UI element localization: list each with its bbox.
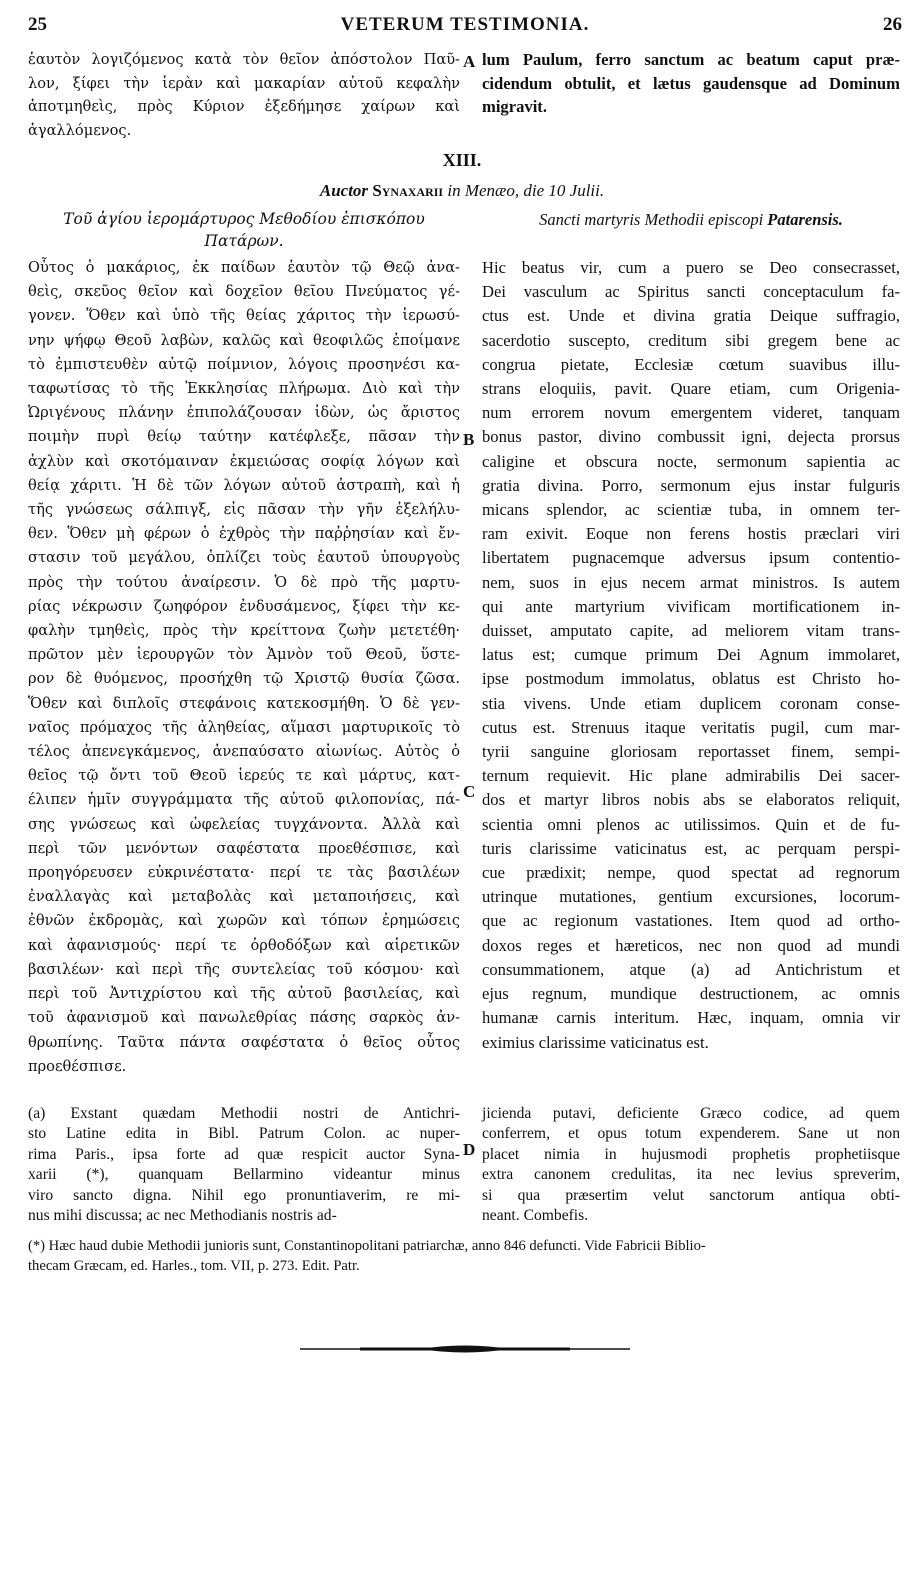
latin-body-line: strans eloquiis, pavit. Quare etiam, cum Origenia-	[482, 379, 900, 399]
greek-body-line: θεν. Ὅθεν μὴ φέρων ὁ ἐχθρὸς τὴν παῤῥησίαν καὶ ἔν-	[28, 525, 460, 543]
latin-heading-text: Sancti martyris Methodii episcopi	[539, 210, 768, 229]
latin-body-line: doxos reges et hæreticos, nec non quod ad mundi	[482, 935, 900, 955]
greek-body-line: θεῖος τῷ ὄντι τοῦ Θεοῦ ἱερεύς τε καὶ μάρτυς, κατ-	[28, 767, 460, 785]
greek-body-line: ταφωτίσας τὸ τῆς Ἐκκλησίας πλήρωμα. Διὸ καὶ τὴν	[28, 380, 460, 398]
latin-body-line: stia vivens. Unde etiam duplicem coronam conse-	[482, 693, 900, 713]
greek-body-line: τοῦ ἀφανισμοῦ καὶ πανωλεθρίας πάσης σαρκὸς ἀν-	[28, 1009, 460, 1027]
latin-body-line: Hic beatus vir, cum a puero se Deo consecrasset,	[482, 258, 900, 277]
greek-body-line: ρον δὲ θυόμενος, προσήχθη τῷ Χριστῷ θυσία ζῶσα.	[28, 670, 460, 688]
note-line: viro sancto digna. Nihil ego pronuntiaverim, re mi-	[28, 1186, 460, 1204]
greek-body-line: Ὠριγένους πλάνην ἐπιπολάζουσαν ἰδὼν, ὡς ἄριστος	[28, 404, 460, 422]
margin-letter-c: C	[463, 782, 476, 801]
latin-body-line: micans splendor, ac scientiæ tuba, in omnem ter-	[482, 500, 900, 520]
greek-body-line: νην ψήφῳ Θεοῦ λαβὼν, καλῶς καὶ θεοφιλῶς ἐποίμανε	[28, 331, 460, 349]
latin-body-line: Dei vasculum ac Spiritus sancti conceptaculum fa-	[482, 282, 900, 302]
margin-letter-b: B	[463, 430, 475, 449]
greek-body-line: ναῖος πρόμαχος τῆς ἀληθείας, αἵμασι μαρτυρικοῖς τὸ	[28, 718, 460, 736]
greek-body-line: βασιλέων· καὶ περὶ τῆς συντελείας τοῦ κόσμου· καὶ	[28, 960, 460, 978]
note-line: rima Paris., ipsa forte ad quæ respicit auctor Syna-	[28, 1145, 460, 1163]
greek-body-line: θρωπίνης. Ταῦτα πάντα σαφέστατα ὁ θεῖος οὗτος	[28, 1033, 460, 1051]
ornament-rule-icon	[300, 1343, 630, 1355]
latin-body-line: ejus regnum, mundique destructionem, ac omnis	[482, 984, 900, 1004]
notes-right	[482, 1104, 900, 1226]
latin-body-line: congrua pietate, Ecclesiæ cœtum suavibus illu-	[482, 354, 900, 374]
greek-top-continuation	[28, 48, 460, 142]
latin-body-line: nem, suos in ejus necem armat ministros. Is autem	[482, 572, 900, 592]
margin-letter-d: D	[463, 1140, 476, 1159]
greek-body-line: σης γνώσεως καὶ ὠφελείας τυγχάνοντα. Ἀλλὰ καὶ	[28, 815, 460, 833]
source-author: Auctor	[319, 181, 369, 200]
latin-top-line: cidendum obtulit, et lætus gaudensque ad Dominum	[482, 73, 900, 93]
latin-body-line: bonus pastor, divino combussit igni, dejecta prorsus	[482, 427, 900, 447]
greek-top-line: ἀποτμηθεὶς, πρὸς Κύριον ἐξεδήμησε χαίρων καὶ	[28, 98, 460, 116]
footnote-line: thecam Græcam, ed. Harles., tom. VII, p. 273. Edit. Patr.	[28, 1258, 360, 1274]
greek-body-line: περὶ τῶν μενόντων σαφέστατα προεθέσπισε, καὶ	[28, 839, 460, 857]
latin-body-line: turis clarissime vaticinatus est, ac perquam perspi-	[482, 838, 900, 858]
greek-body-line: Ὅθεν καὶ διπλοῖς στεφάνοις κατεκοσμήθη. Ὁ δὲ γεν-	[28, 694, 460, 712]
greek-body-line: καὶ ἀφανισμούς· περί τε ὀρθοδόξων καὶ αἱρετικῶν	[28, 936, 460, 954]
note-line: conferrem, et opus totum expenderem. Sane ut non	[482, 1125, 900, 1143]
latin-body-line: num errorem novum emergentem videret, tanquam	[482, 403, 900, 423]
latin-body-line: libertatem pugnacemque adversus ipsum contentio-	[482, 548, 900, 568]
page-number-left: 25	[28, 14, 47, 35]
notes-left	[28, 1104, 460, 1226]
note-line: (a) Exstant quædam Methodii nostri de Antichri-	[28, 1105, 460, 1122]
greek-body-line: ἐναλλαγὰς καὶ μεταβολὰς καὶ μεταποιήσεις, καὶ	[28, 888, 460, 906]
section-number: XIII.	[442, 150, 482, 170]
running-head	[28, 14, 902, 42]
greek-body-line: ἐθνῶν ἐκδρομὰς, καὶ χωρῶν καὶ τόπων ἐρημώσεις	[28, 912, 460, 930]
greek-body-line: περὶ τοῦ Ἀντιχρίστου καὶ τῆς αὐτοῦ βασιλείας, καὶ	[28, 985, 460, 1003]
greek-body-line: τέλος ἀπενεγκάμενος, ἀνεπαύσατο αἰωνίως. Αὐτὸς ὁ	[28, 743, 460, 761]
note-line: jicienda putavi, deficiente Græco codice, ad quem	[482, 1105, 900, 1122]
latin-body-line: que ac regionum vastationes. Item quod ad ortho-	[482, 911, 900, 931]
note-line: extra canonem credulitas, ita nec levius spreverim,	[482, 1166, 900, 1184]
greek-body-line: φαλὴν τμηθεὶς, πρὸς τὴν κρείττονα ζωὴν μετετέθη·	[28, 622, 460, 640]
latin-body	[482, 256, 900, 1055]
note-line: placet nimia in hujusmodi prophetis prophetiisque	[482, 1145, 900, 1163]
greek-body-line: στασιν τοῦ μεγάλου, ὁπλίζει τοὺς ἑαυτοῦ ὑπουργοὺς	[28, 549, 460, 567]
latin-body-line: dos et martyr libros nobis abs se elaboratos reliquit,	[482, 790, 900, 810]
greek-top-line: ἑαυτὸν λογιζόμενος κατὰ τὸν θεῖον ἀπόστολον Παῦ-	[28, 51, 460, 68]
greek-body-line: ποιμὴν πυρὶ θείῳ ταύτην κατέφλεξε, πᾶσαν τὴν	[28, 428, 460, 446]
footnote-line: (*) Hæc haud dubie Methodii junioris sunt, Constantinopolitani patriarchæ, anno 846 defuncti. Vide Fabricii Biblio-	[28, 1238, 706, 1254]
greek-body-line: θεὶς, σκεῦος θεῖον καὶ δοχεῖον θεῖου Πνεύματος γέ-	[28, 283, 460, 301]
greek-body-line: πρῶτον μὲν ἱερουργῶν τὸν Ἀμνὸν τοῦ Θεοῦ, ὕστε-	[28, 646, 460, 664]
latin-body-line: ipse postmodum immolatus, oblatus est Christo ho-	[482, 669, 900, 689]
note-line: xarii (*), quanquam Bellarmino videantur minus	[28, 1166, 460, 1184]
latin-body-line: tyrii sanguine gloriosam reportasset finem, sempi-	[482, 742, 900, 762]
latin-body-line: qui ante martyrium vivificam mortificationem in-	[482, 596, 900, 616]
greek-body-line: πρὸς τὴν τούτου ἀναίρεσιν. Ὁ δὲ πρὸ τῆς μαρτυ-	[28, 573, 460, 591]
note-line: neant. Combefis.	[482, 1207, 589, 1225]
latin-body-line: cutus est. Strenuus itaque veritatis pugil, cum mar-	[482, 717, 900, 737]
latin-body-line: ternum requievit. Hic plane admirabilis Dei sacer-	[482, 766, 900, 786]
greek-body-line: προεθέσπισε.	[28, 1057, 127, 1075]
source-work: Synaxarii	[372, 181, 444, 200]
greek-top-line: ἀγαλλόμενος.	[28, 121, 132, 139]
note-line: sto Latine edita in Bibl. Patrum Colon. ac nuper-	[28, 1125, 460, 1143]
greek-body-line: τὸ ἐμπιστευθὲν αὐτῷ ποίμνιον, λόγοις προσηνέσι κα-	[28, 355, 460, 373]
latin-body-line: consummationem, atque (a) ad Antichristum et	[482, 959, 900, 979]
greek-body-line: ρίας νέκρωσιν ζωηφόρον ἐνδυσάμενος, ξίφει τὴν κε-	[28, 597, 460, 615]
latin-body-line: eximius clarissime vaticinatus est.	[482, 1032, 709, 1052]
latin-body-line: utrinque mutationes, gentium excursiones, locorum-	[482, 887, 900, 907]
latin-body-line: ctus est. Unde et divina gratia Deique suffragio,	[482, 306, 900, 326]
greek-body-line: Οὗτος ὁ μακάριος, ἐκ παίδων ἑαυτὸν τῷ Θεῷ ἀνα-	[28, 259, 460, 276]
source-location: in Menæo, die 10 Julii.	[443, 181, 605, 200]
latin-heading	[482, 210, 900, 230]
greek-top-line: λον, ξίφει τὴν ἱερὰν καὶ μακαρίαν αὐτοῦ κεφαλὴν	[28, 74, 460, 92]
running-title: VETERUM TESTIMONIA.	[340, 14, 590, 35]
latin-body-line: duisset, amputato capite, ad meliorem vitam trans-	[482, 621, 900, 641]
greek-body-line: έλιπεν ἡμῖν συγγράμματα τῆς αὐτοῦ φιλοπονίας, πά-	[28, 791, 460, 809]
source-line	[0, 181, 924, 201]
footnote	[28, 1236, 908, 1276]
latin-top-line: lum Paulum, ferro sanctum ac beatum caput præ-	[482, 50, 900, 69]
latin-body-line: humanæ carnis interitum. Hæc, inquam, omnia vir	[482, 1008, 900, 1028]
margin-letter-a: A	[463, 52, 476, 71]
note-line: nus mihi discussa; ac nec Methodianis nostris ad-	[28, 1207, 337, 1225]
latin-body-line: ram exivit. Eoque non ferens hostis præclari viri	[482, 524, 900, 544]
greek-body-line: γονεν. Ὅθεν καὶ ὑπὸ τῆς θείας χάριτος τὴν ἱερωσύ-	[28, 307, 460, 325]
greek-heading-line: Τοῦ ἁγίου ἱερομάρτυρος Μεθοδίου ἐπισκόπου	[63, 210, 425, 228]
latin-heading-bold: Patarensis.	[767, 210, 843, 229]
latin-body-line: caligine et obscura nocte, sermonum sapientia ac	[482, 451, 900, 471]
latin-body-line: latus est; cumque primum Dei Agnum immolaret,	[482, 645, 900, 665]
greek-heading	[28, 208, 460, 252]
greek-body	[28, 256, 460, 1079]
latin-top-line: migravit.	[482, 97, 547, 117]
latin-top-continuation	[482, 48, 900, 119]
latin-body-line: sacerdotio suscepto, creditum sibi gregem bene ac	[482, 330, 900, 350]
latin-body-line: scientia omni plenos ac utilissimos. Quin et de fu-	[482, 814, 900, 834]
note-line: si qua præsertim velut sanctorum antiqua obti-	[482, 1186, 900, 1204]
latin-body-line: gratia divina. Porro, sermonum ejus instar fulguris	[482, 475, 900, 495]
page-number-right: 26	[883, 14, 902, 35]
latin-body-line: cue prædixit; nempe, quod spectat ad regnorum	[482, 863, 900, 883]
greek-body-line: τῆς γνώσεως σάλπιγξ, εἰς πᾶσαν τὴν γῆν ἐξελήλυ-	[28, 501, 460, 519]
greek-body-line: προηγόρευσεν εὐκρινέστατα· περί τε τὰς βασιλέων	[28, 864, 460, 882]
greek-body-line: θείᾳ χάριτι. Ἡ δὲ τῶν λόγων αὐτοῦ ἀστραπὴ, καὶ ἡ	[28, 476, 460, 494]
greek-heading-line: Πατάρων.	[204, 232, 284, 250]
greek-body-line: ἀχλὺν καὶ σκοτόμαιναν ἐκμειώσας σοφίᾳ λόγων καὶ	[28, 452, 460, 470]
